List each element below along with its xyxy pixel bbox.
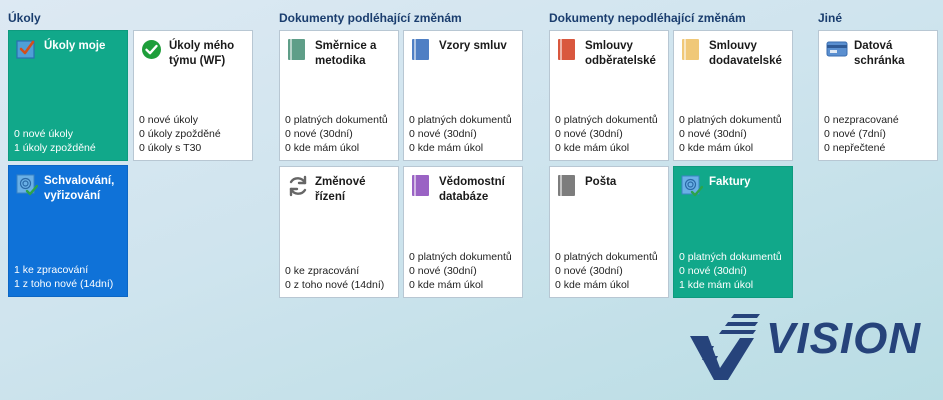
tile-title: Pošta: [585, 176, 617, 188]
stat-line: 0 platných dokumentů: [285, 114, 388, 126]
stat-line: 0 platných dokumentů: [679, 251, 782, 263]
vision-logo: [690, 312, 930, 384]
stat-line: 1 úkoly zpožděné: [14, 142, 96, 154]
tile-title: Datová schránka: [854, 40, 905, 67]
stat-line: 0 nové úkoly: [139, 114, 198, 126]
book-blue-icon: [411, 39, 431, 61]
stat-line: 0 platných dokumentů: [409, 114, 512, 126]
stat-line: 1 z toho nové (14dní): [14, 278, 114, 290]
tile-title: Smlouvy odběratelské: [585, 40, 656, 67]
stat-line: 0 nové (30dní): [285, 128, 353, 140]
stat-line: 0 úkoly zpožděné: [139, 128, 221, 140]
stat-line: 0 nové (30dní): [409, 265, 477, 277]
vision-logo-mark: [690, 312, 770, 384]
section-title-podlehajici: Dokumenty podléhající změnám: [279, 11, 462, 25]
stat-line: 0 nové (30dní): [679, 128, 747, 140]
stat-line: 0 nepřečtené: [824, 142, 886, 154]
section-title-ukoly: Úkoly: [8, 11, 41, 25]
tile-zmenove-rizeni[interactable]: [279, 166, 399, 298]
book-red-icon: [557, 39, 577, 61]
tile-stats: [139, 113, 250, 155]
tile-title: Směrnice a metodika: [315, 40, 377, 67]
stat-line: 0 nové úkoly: [14, 128, 73, 140]
stat-line: 0 kde mám úkol: [679, 142, 754, 154]
tile-stats: [555, 250, 666, 292]
tile-title: Úkoly mého týmu (WF): [169, 40, 235, 67]
stat-line: 1 ke zpracování: [14, 264, 89, 276]
stat-line: 0 platných dokumentů: [555, 114, 658, 126]
stat-line: 0 nové (7dní): [824, 128, 886, 140]
tile-stats: [285, 264, 396, 292]
stat-line: 0 kde mám úkol: [555, 142, 630, 154]
stat-line: 0 kde mám úkol: [555, 279, 630, 291]
data-box-icon: [826, 39, 846, 61]
section-title-jine: Jiné: [818, 11, 843, 25]
stat-line: 0 platných dokumentů: [555, 251, 658, 263]
book-yellow-icon: [681, 39, 701, 61]
approval-fingerprint-icon: [16, 174, 36, 196]
stat-line: 0 úkoly s T30: [139, 142, 202, 154]
tile-title: Úkoly moje: [44, 40, 106, 52]
stat-line: 0 nové (30dní): [555, 265, 623, 277]
tile-smernice[interactable]: [279, 30, 399, 161]
tile-stats: [824, 113, 935, 155]
book-green-icon: [287, 39, 307, 61]
book-purple-icon: [411, 175, 431, 197]
tile-schvalovani[interactable]: [8, 165, 128, 297]
stat-line: 0 nové (30dní): [409, 128, 477, 140]
tile-title: Faktury: [709, 176, 751, 188]
tile-stats: [14, 263, 125, 291]
stat-line: 0 nové (30dní): [679, 265, 747, 277]
tile-ukoly-tymu[interactable]: [133, 30, 253, 161]
stat-line: 0 ke zpracování: [285, 265, 360, 277]
tile-stats: [285, 113, 396, 155]
tile-stats: [14, 127, 125, 155]
tile-stats: [409, 250, 520, 292]
stat-line: 0 kde mám úkol: [409, 142, 484, 154]
tile-title: Schvalování, vyřizování: [44, 175, 115, 202]
tile-smlouvy-odberatelske[interactable]: [549, 30, 669, 161]
tile-posta[interactable]: [549, 166, 669, 298]
tile-smlouvy-dodavatelske[interactable]: [673, 30, 793, 161]
stat-line: 1 kde mám úkol: [679, 279, 754, 291]
stat-line: 0 platných dokumentů: [679, 114, 782, 126]
tile-vedomostni-databaze[interactable]: [403, 166, 523, 298]
tile-title: Vědomostní databáze: [439, 176, 505, 203]
book-gray-icon: [557, 175, 577, 197]
vision-logo-text: VISION: [766, 314, 922, 363]
section-title-nepodlehajici: Dokumenty nepodléhající změnám: [549, 11, 746, 25]
refresh-icon: [287, 175, 307, 197]
tile-stats: [409, 113, 520, 155]
stat-line: 0 platných dokumentů: [409, 251, 512, 263]
stat-line: 0 nezpracované: [824, 114, 899, 126]
tile-datova-schranka[interactable]: [818, 30, 938, 161]
stat-line: 0 kde mám úkol: [285, 142, 360, 154]
tile-title: Vzory smluv: [439, 40, 507, 52]
stat-line: 0 kde mám úkol: [409, 279, 484, 291]
checkbox-checked-icon: [16, 39, 36, 61]
stat-line: 0 z toho nové (14dní): [285, 279, 385, 291]
tile-faktury[interactable]: [673, 166, 793, 298]
check-circle-icon: [141, 39, 161, 61]
tile-title: Smlouvy dodavatelské: [709, 40, 782, 67]
tile-ukoly-moje[interactable]: [8, 30, 128, 161]
tile-title: Změnové řízení: [315, 176, 366, 203]
tile-vzory-smluv[interactable]: [403, 30, 523, 161]
invoice-fingerprint-icon: [681, 175, 701, 197]
tile-stats: [679, 250, 790, 292]
tile-stats: [679, 113, 790, 155]
tile-stats: [555, 113, 666, 155]
stat-line: 0 nové (30dní): [555, 128, 623, 140]
